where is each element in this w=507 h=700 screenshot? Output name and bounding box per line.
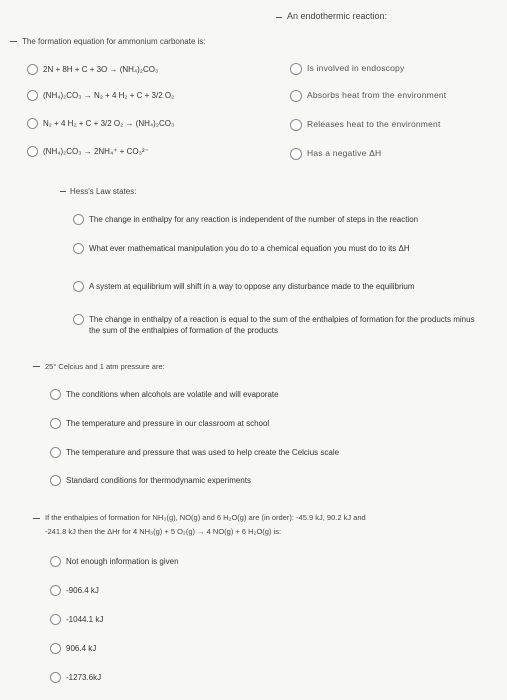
q3-option-1[interactable] (73, 214, 418, 225)
q2-option-1[interactable] (290, 63, 404, 75)
q4-option-4[interactable] (50, 475, 251, 486)
q5-option-5[interactable] (50, 672, 101, 683)
option-label: (NH₄)₂CO₃ → N₂ + 4 H₂ + C + 3/2 O₂ (43, 91, 175, 100)
option-label: Absorbs heat from the environment (307, 90, 447, 100)
option-label: Has a negative ΔH (307, 148, 382, 158)
radio-button[interactable] (50, 643, 61, 654)
radio-button[interactable] (50, 672, 61, 683)
q2-option-4[interactable] (290, 148, 381, 160)
radio-button[interactable] (73, 281, 84, 292)
q4-option-2[interactable] (50, 418, 269, 429)
q4-option-3[interactable] (50, 447, 339, 458)
radio-button[interactable] (50, 614, 61, 625)
option-label: -1273.6kJ (66, 673, 102, 682)
option-label: -1044.1 kJ (66, 615, 104, 624)
question-5-text-line-1: If the enthalpies of formation for NH₃(g), NO(g) and 6 H₂O(g) are (in order): -45.9 kJ, 90.2 kJ and (45, 513, 366, 522)
question-4-text: 25° Celcius and 1 atm pressure are: (45, 362, 165, 371)
radio-button[interactable] (290, 90, 302, 102)
q5-option-2[interactable] (50, 585, 99, 596)
option-label: Releases heat to the environment (307, 119, 441, 129)
option-label: What ever mathematical manipulation you do to a chemical equation you must do to its ΔH (89, 244, 410, 253)
option-label: The temperature and pressure in our classroom at school (66, 419, 270, 428)
q5-option-4[interactable] (50, 643, 96, 654)
q3-option-3[interactable] (73, 281, 415, 292)
q2-option-3[interactable] (290, 119, 441, 131)
option-label: The change in enthalpy of a reaction is equal to the sum of the enthalpies of formation for the products minus the sum of the enthalpies of formation of the products (89, 315, 475, 335)
radio-button[interactable] (50, 475, 61, 486)
question-marker (10, 41, 17, 42)
option-label: 906.4 kJ (66, 644, 97, 653)
q4-option-1[interactable] (50, 389, 279, 400)
question-marker (276, 17, 282, 18)
q5-option-3[interactable] (50, 614, 103, 625)
q1-option-4[interactable] (27, 146, 149, 157)
q1-option-1[interactable] (27, 64, 158, 75)
option-label: A system at equilibrium will shift in a way to oppose any disturbance made to the equilibrium (89, 282, 415, 291)
q3-option-2[interactable] (73, 243, 410, 254)
q3-option-4[interactable] (73, 314, 478, 336)
option-label: The temperature and pressure that was used to help create the Celcius scale (66, 448, 340, 457)
radio-button[interactable] (50, 447, 61, 458)
radio-button[interactable] (27, 118, 38, 129)
option-label: Not enough information is given (66, 557, 179, 566)
question-marker (33, 366, 40, 367)
option-label: N₂ + 4 H₂ + C + 3/2 O₂ → (NH₄)₂CO₃ (43, 119, 175, 128)
option-label: (NH₄)₂CO₃ → 2NH₄⁺ + CO₃²⁻ (43, 147, 149, 156)
radio-button[interactable] (27, 90, 38, 101)
option-label: 2N + 8H + C + 3O → (NH₄)₂CO₃ (43, 65, 159, 74)
radio-button[interactable] (27, 146, 38, 157)
radio-button[interactable] (50, 585, 61, 596)
question-2-text: An endothermic reaction: (287, 11, 388, 21)
radio-button[interactable] (290, 63, 302, 75)
option-label: The conditions when alcohols are volatile and will evaporate (66, 390, 279, 399)
q5-option-1[interactable] (50, 556, 179, 567)
q1-option-3[interactable] (27, 118, 174, 129)
option-label: Standard conditions for thermodynamic experiments (66, 476, 251, 485)
radio-button[interactable] (50, 418, 61, 429)
radio-button[interactable] (290, 148, 302, 160)
question-1-text: The formation equation for ammonium carbonate is: (22, 37, 206, 46)
question-5-text-line-2: -241.8 kJ then the ΔHr for 4 NH₃(g) + 5 O₂(g) → 4 NO(g) + 6 H₂O(g) is: (45, 527, 282, 536)
option-label: The change in enthalpy for any reaction is independent of the number of steps in the reaction (89, 215, 419, 224)
question-marker (33, 518, 40, 519)
question-marker (60, 191, 66, 192)
radio-button[interactable] (73, 243, 84, 254)
radio-button[interactable] (290, 119, 302, 131)
radio-button[interactable] (50, 389, 61, 400)
radio-button[interactable] (50, 556, 61, 567)
q1-option-2[interactable] (27, 90, 174, 101)
option-label: -906.4 kJ (66, 586, 99, 595)
option-label: Is involved in endoscopy (307, 63, 405, 73)
radio-button[interactable] (27, 64, 38, 75)
radio-button[interactable] (73, 314, 84, 325)
radio-button[interactable] (73, 214, 84, 225)
question-3-text: Hess's Law states: (70, 187, 137, 196)
q2-option-2[interactable] (290, 90, 446, 102)
